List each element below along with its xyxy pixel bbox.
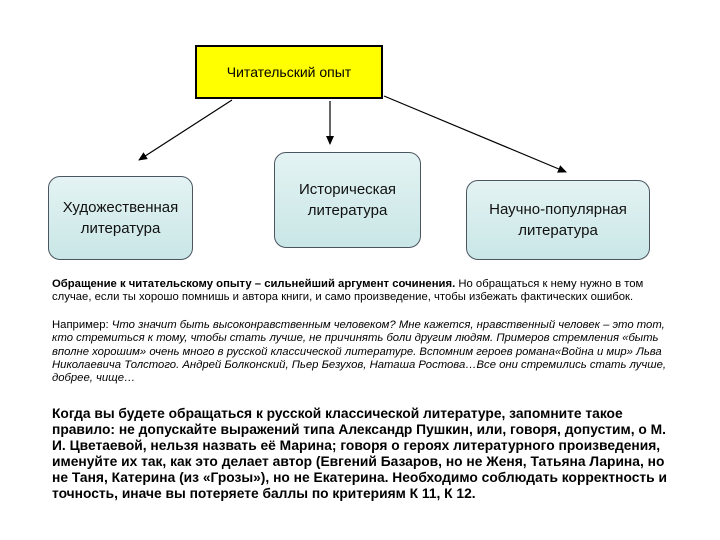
node-fiction-label: Художественная литература xyxy=(62,199,179,237)
node-popular-science-label: Научно-популярная литература xyxy=(489,201,627,239)
paragraph-rule: Когда вы будете обращаться к русской классической литературе, запомните такое правило: не допускайте выражений типа Александр Пушкин, или, говоря, допустим, о М. И. Цветаевой, нельзя назвать её Марина; говоря о героях литературного произведения, именуйте их так, как это делает автор (Евгений Базаров, но не Женя, Татьяна Ларина, но не Таня, Катерина (из «Грозы»), но не Екатерина. Необходимо соблюдать корректность и точность, иначе вы потеряете баллы по критериям К 11, К 12. xyxy=(52,406,667,502)
paragraph-intro xyxy=(52,278,676,305)
root-node xyxy=(195,45,383,99)
paragraph-example xyxy=(52,319,676,385)
paragraph-example-italic: Что значит быть высоконравственным человеком? Мне кажется, нравственный человек – это тот, кто стремиться к тому, чтобы стать лучше, не причинять боли другим людям. Примеров стремления «быть вполне хорошим» очень много в русской классической литературе. Вспомним героев романа«Война и мир» Льва Николаевича Толстого. Андрей Болконский, Пьер Безухов, Наташа Ростова…Все они стремились стать лучше, добрее, чище… xyxy=(52,319,667,385)
node-historical xyxy=(274,152,421,248)
node-popular-science xyxy=(466,180,650,260)
paragraph-intro-bold: Обращение к читательскому опыту – сильнейший аргумент сочинения. xyxy=(52,278,456,290)
arrow-to-left xyxy=(139,100,232,160)
node-fiction xyxy=(48,176,193,260)
paragraph-example-lead: Например: xyxy=(52,319,112,331)
paragraph-intro-rest: Но обращаться к нему нужно в том случае, если ты хорошо помнишь и автора книги, и само произведение, чтобы избежать фактических ошибок. xyxy=(52,278,644,304)
node-historical-label: Историческая литература xyxy=(298,181,397,219)
root-node-label: Читательский опыт xyxy=(226,64,352,80)
